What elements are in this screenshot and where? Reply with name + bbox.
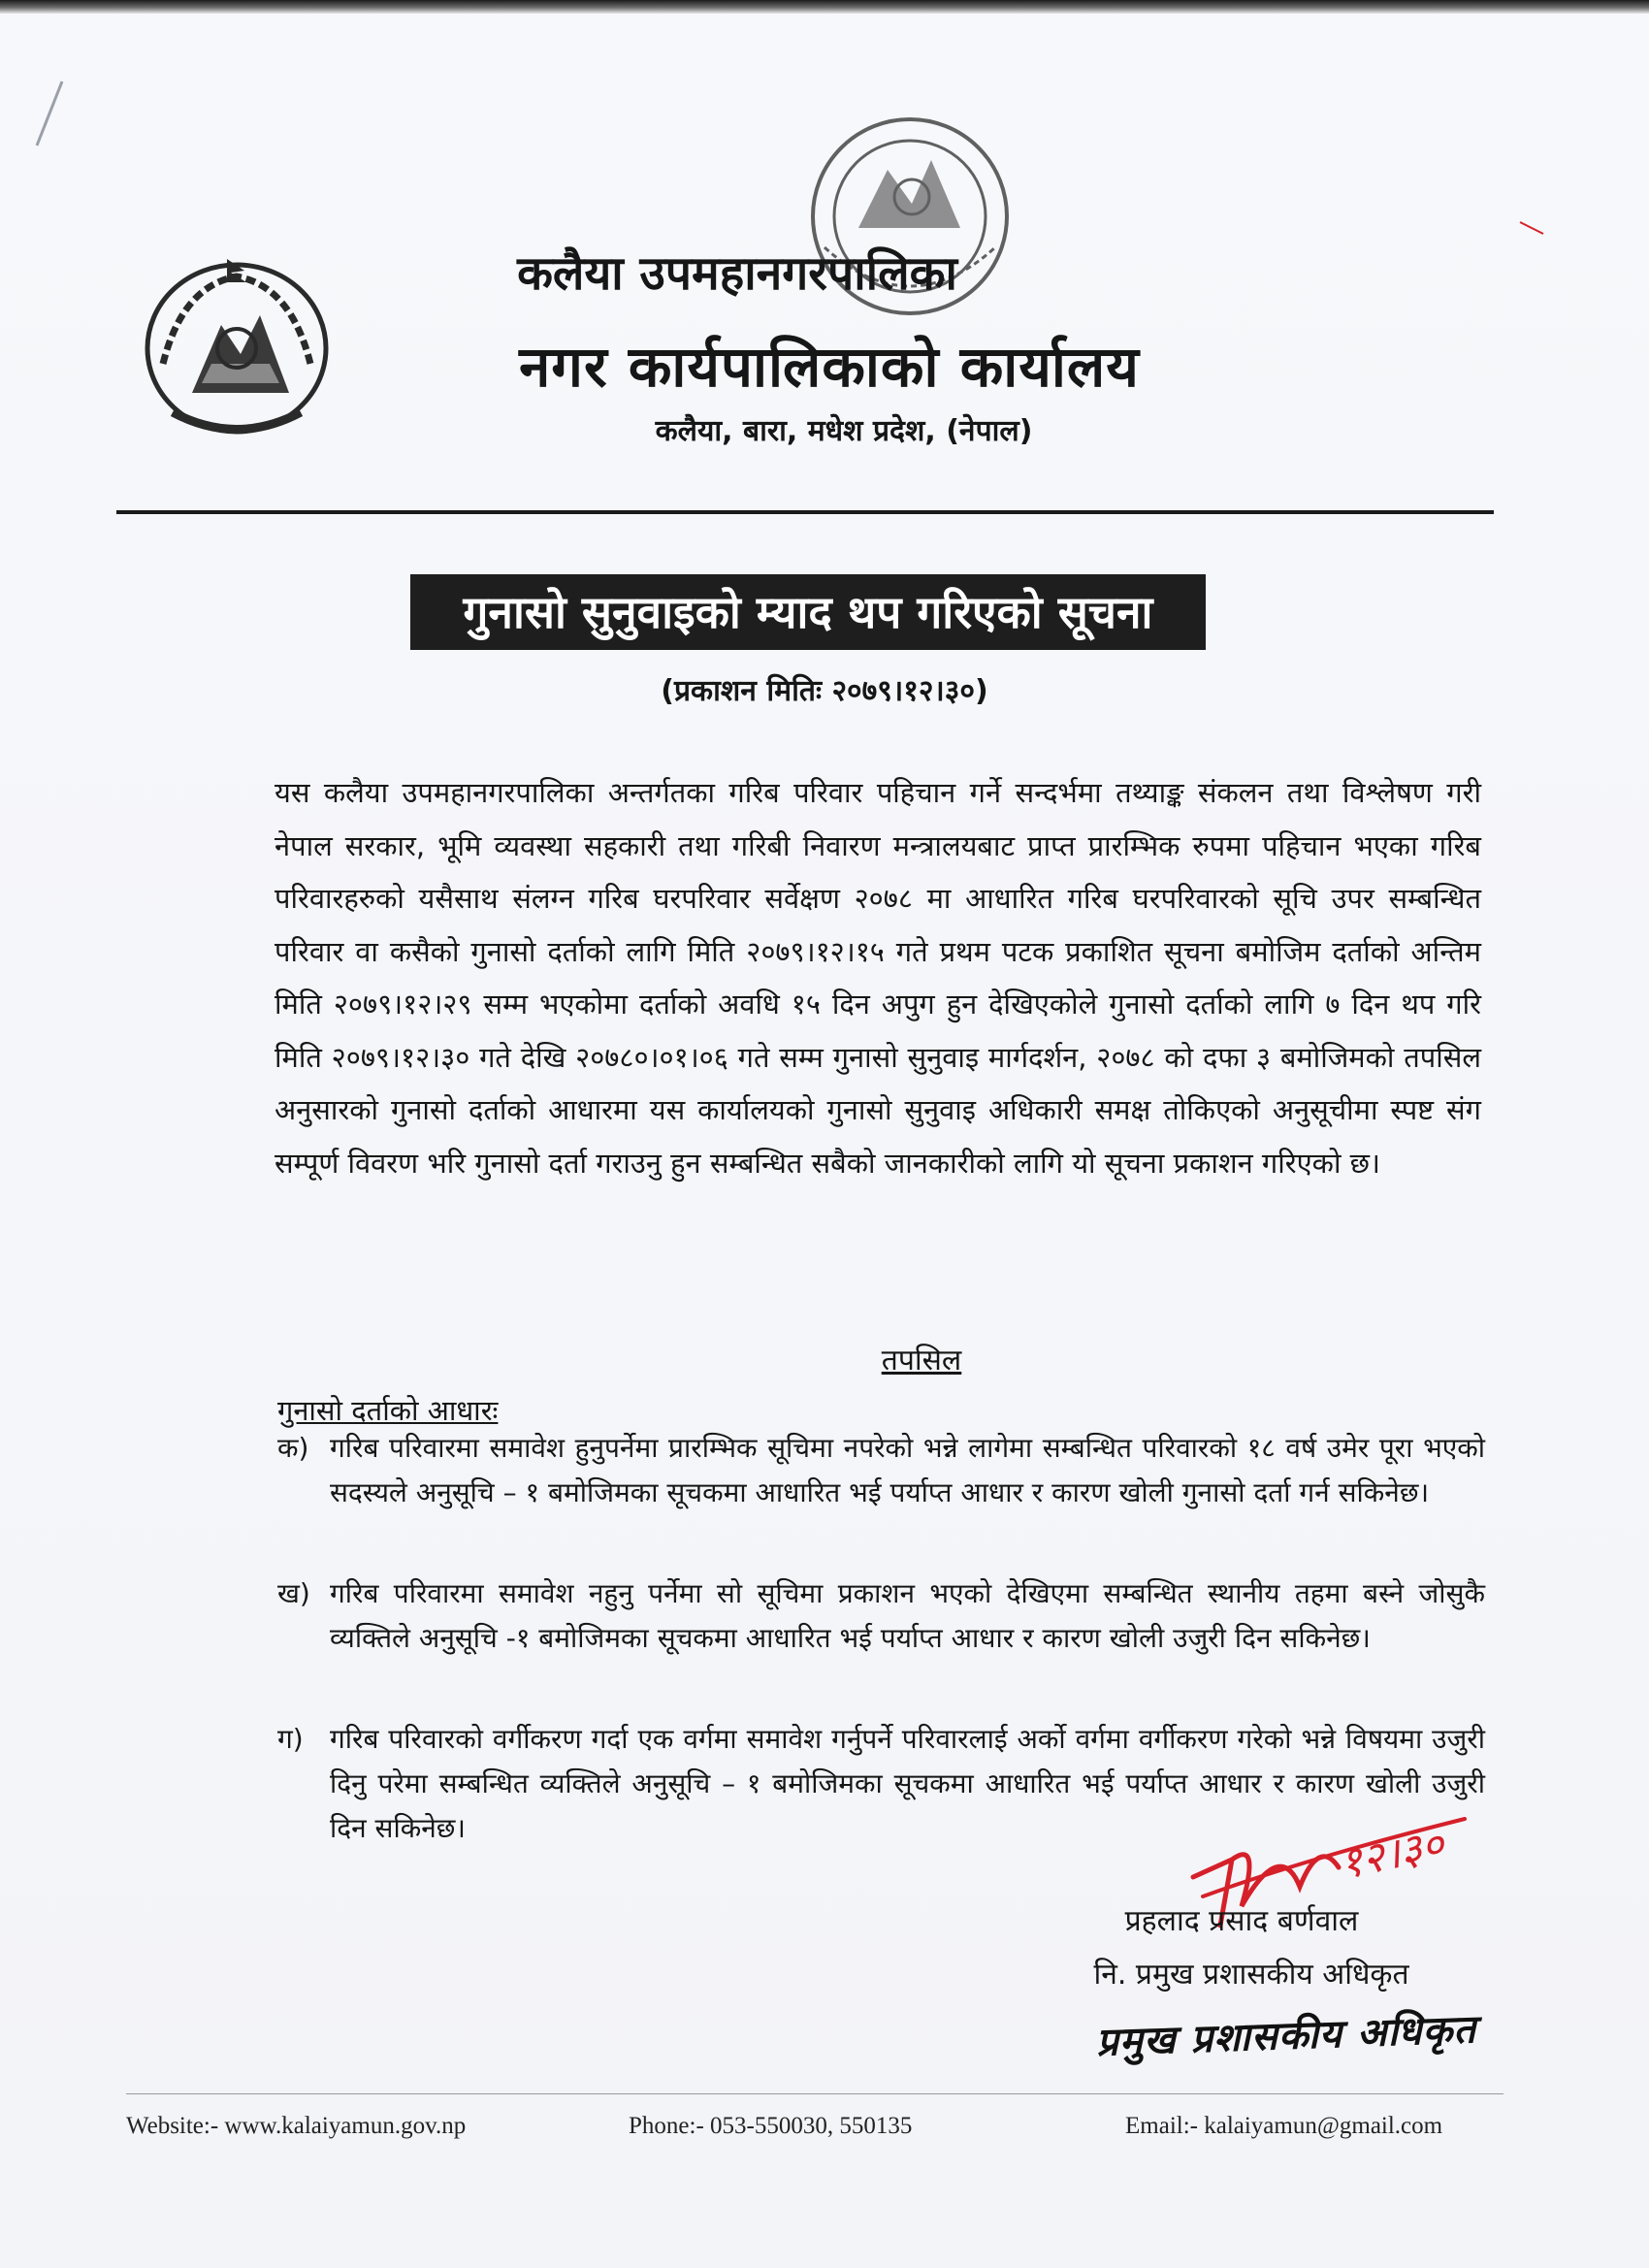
handwritten-signature-icon bbox=[1174, 1799, 1504, 1964]
tapasil-heading: तपसिल bbox=[881, 1344, 962, 1377]
list-item-marker: क) bbox=[277, 1432, 309, 1464]
list-item-text: गरिब परिवारमा समावेश नहुनु पर्नेमा सो सूचिमा प्रकाशन भएको देखिएमा सम्बन्धित स्थानीय तहमा बस्ने जोसुकै व्यक्तिले अनुसूचि -१ बमोजिमका सूचकमा आधारित भई पर्याप्त आधार र कारण खोली उजुरी दिन सकिनेछ। bbox=[330, 1577, 1485, 1654]
list-item bbox=[277, 1426, 1485, 1515]
list-item-marker: ग) bbox=[277, 1723, 304, 1755]
list-item-marker: ख) bbox=[277, 1577, 310, 1609]
municipality-name: कलैया उपमहानगरपालिका bbox=[517, 246, 957, 301]
nepal-emblem-icon bbox=[134, 247, 340, 441]
office-seal-icon bbox=[766, 102, 1038, 344]
scan-top-edge bbox=[0, 0, 1649, 14]
header-divider bbox=[116, 510, 1494, 514]
office-title: नगर कार्यपालिकाको कार्यालय bbox=[519, 334, 1140, 400]
handwritten-date: १२।३० bbox=[1335, 1819, 1449, 1890]
signatory-name: प्रहलाद प्रसाद बर्णवाल bbox=[1124, 1904, 1359, 1938]
footer-website: Website:- www.kalaiyamun.gov.np bbox=[126, 2113, 467, 2139]
designation-stamp: प्रमुख प्रशासकीय अधिकृत bbox=[1095, 2007, 1477, 2065]
list-item bbox=[277, 1571, 1485, 1661]
footer-email: Email:- kalaiyamun@gmail.com bbox=[1125, 2113, 1443, 2139]
list-item-text: गरिब परिवारको वर्गीकरण गर्दा एक वर्गमा समावेश गर्नुपर्ने परिवारलाई अर्को वर्गमा वर्गीकरण गरेको भन्ने विषयमा उजुरी दिनु परेमा सम्बन्धित व्यक्तिले अनुसूचि – १ बमोजिमका सूचकमा आधारित भई पर्याप्त आधार र कारण खोली उजुरी दिन सकिनेछ। bbox=[330, 1723, 1485, 1844]
red-mark-icon bbox=[1518, 218, 1547, 238]
footer-phone: Phone:- 053-550030, 550135 bbox=[629, 2113, 913, 2139]
list-item-text: गरिब परिवारमा समावेश हुनुपर्नेमा प्रारम्भिक सूचिमा नपरेको भन्ने लागेमा सम्बन्धित परिवारको १८ वर्ष उमेर पूरा भएको सदस्यले अनुसूचि – १ बमोजिमका सूचकमा आधारित भई पर्याप्त आधार र कारण खोली गुनासो दर्ता गर्न सकिनेछ। bbox=[330, 1432, 1485, 1508]
staple-mark bbox=[29, 78, 68, 155]
complaint-basis-heading: गुनासो दर्ताको आधारः bbox=[277, 1394, 499, 1427]
office-address: कलैया, बारा, मधेश प्रदेश, (नेपाल) bbox=[655, 414, 1033, 448]
signatory-designation: नि. प्रमुख प्रशासकीय अधिकृत bbox=[1093, 1958, 1409, 1992]
footer-divider bbox=[126, 2093, 1504, 2094]
publish-date: (प्रकाशन मितिः २०७९।१२।३०) bbox=[661, 674, 988, 708]
notice-title: गुनासो सुनुवाइको म्याद थप गरिएको सूचना bbox=[410, 574, 1206, 650]
notice-body: यस कलैया उपमहानगरपालिका अन्तर्गतका गरिब परिवार पहिचान गर्ने सन्दर्भमा तथ्याङ्क संकलन तथा विश्लेषण गरी नेपाल सरकार, भूमि व्यवस्था सहकारी तथा गरिबी निवारण मन्त्रालयबाट प्राप्त प्रारम्भिक रुपमा पहिचान भएका गरिब परिवारहरुको यसैसाथ संलग्न गरिब घरपरिवार सर्वेक्षण २०७८ मा आधारित गरिब घरपरिवारको सूचि उपर सम्बन्धित परिवार वा कसैको गुनासो दर्ताको लागि मिति २०७९।१२।१५ गते प्रथम पटक प्रकाशित सूचना बमोजिम दर्ताको अन्तिम मिति २०७९।१२।२९ सम्म भएकोमा दर्ताको अवधि १५ दिन अपुग हुन देखिएकोले गुनासो दर्ताको लागि ७ दिन थप गरि मिति २०७९।१२।३० गते देखि २०७८०।०१।०६ गते सम्म गुनासो सुनुवाइ मार्गदर्शन, २०७८ को दफा ३ बमोजिमको तपसिल अनुसारको गुनासो दर्ताको आधारमा यस कार्यालयको गुनासो सुनुवाइ अधिकारी समक्ष तोकिएको अनुसूचीमा स्पष्ट संग सम्पूर्ण विवरण भरि गुनासो दर्ता गराउनु हुन सम्बन्धित सबैको जानकारीको लागि यो सूचना प्रकाशन गरिएको छ। bbox=[275, 776, 1481, 1180]
